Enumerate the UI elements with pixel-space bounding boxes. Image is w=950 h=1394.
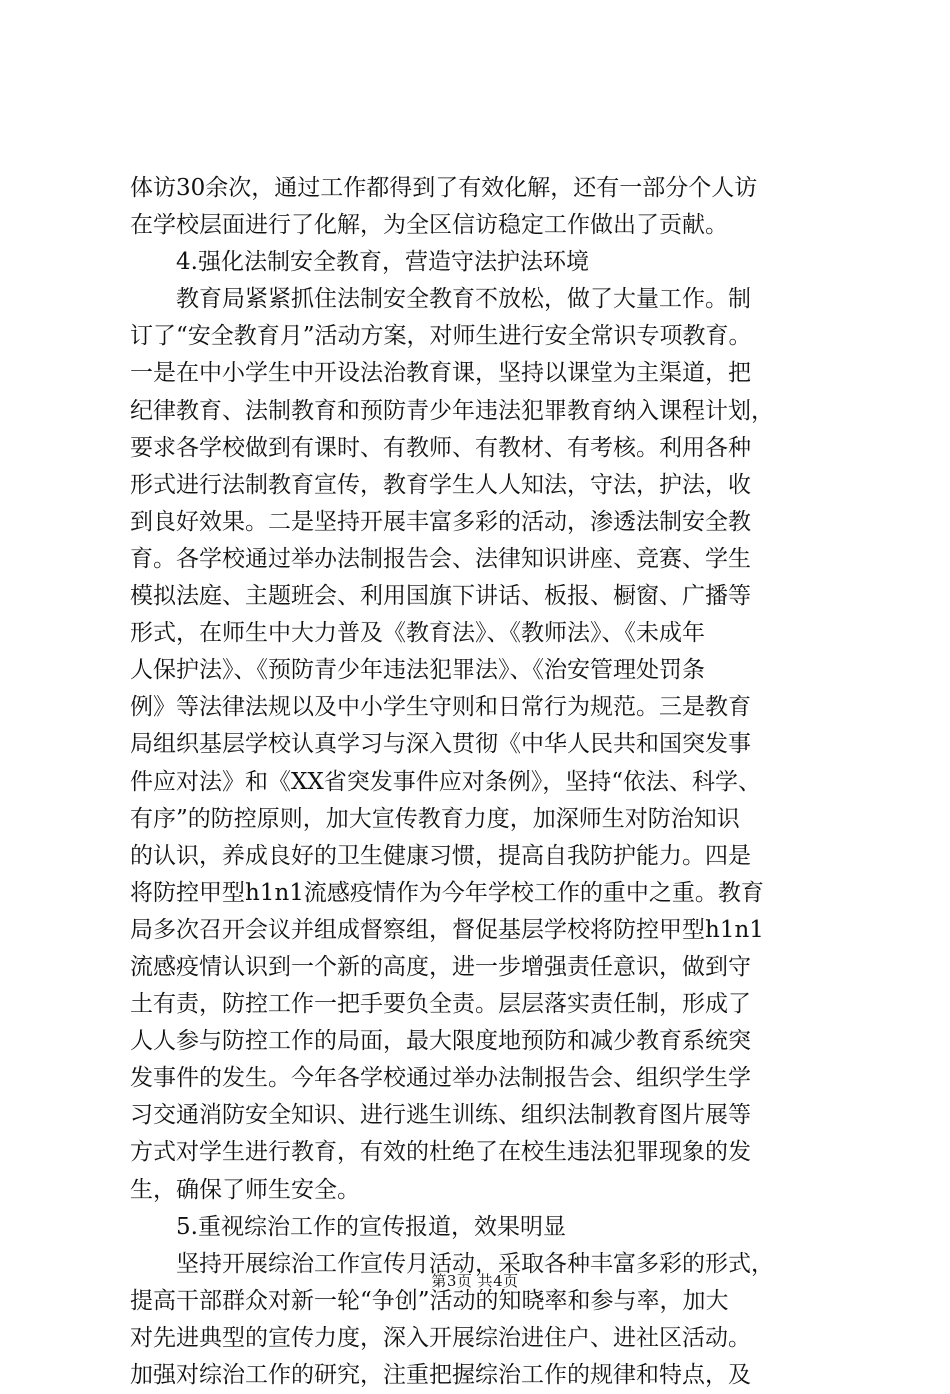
text-line: 方式对学生进行教育，有效的杜绝了在校生违法犯罪现象的发	[130, 1139, 751, 1166]
text-line: 将防控甲型h1n1流感疫情作为今年学校工作的重中之重。教育	[130, 879, 764, 906]
text-line: 人人参与防控工作的局面，最大限度地预防和减少教育系统突	[130, 1028, 751, 1055]
text-line: 局组织基层学校认真学习与深入贯彻《中华人民共和国突发事	[130, 731, 751, 758]
text-line: 模拟法庭、主题班会、利用国旗下讲话、板报、橱窗、广播等	[130, 583, 751, 610]
text-line: 4.强化法制安全教育，营造守法护法环境	[130, 249, 589, 276]
text-line: 流感疫情认识到一个新的高度，进一步增强责任意识，做到守	[130, 953, 751, 980]
text-line: 局多次召开会议并组成督察组，督促基层学校将防控甲型h1n1	[130, 916, 764, 943]
text-line: 形式进行法制教育宣传，教育学生人人知法，守法，护法，收	[130, 471, 751, 498]
text-line: 5.重视综治工作的宣传报道，效果明显	[130, 1213, 566, 1240]
text-line: 件应对法》和《XX省突发事件应对条例》，坚持“依法、科学、	[130, 768, 762, 795]
text-line: 发事件的发生。今年各学校通过举办法制报告会、组织学生学	[130, 1065, 751, 1092]
text-line: 要求各学校做到有课时、有教师、有教材、有考核。利用各种	[130, 434, 751, 461]
text-line: 例》等法律法规以及中小学生守则和日常行为规范。三是教育	[130, 694, 751, 721]
text-line: 加强对综治工作的研究，注重把握综治工作的规律和特点，及	[130, 1362, 751, 1388]
text-line: 纪律教育、法制教育和预防青少年违法犯罪教育纳入课程计划，	[130, 397, 774, 424]
text-line: 一是在中小学生中开设法治教育课，坚持以课堂为主渠道，把	[130, 360, 751, 387]
text-line: 到良好效果。二是坚持开展丰富多彩的活动，渗透法制安全教	[130, 508, 751, 535]
text-line: 体访30余次，通过工作都得到了有效化解，还有一部分个人访	[130, 175, 758, 201]
text-line: 生，确保了师生安全。	[130, 1176, 360, 1203]
text-line: 人保护法》、《预防青少年违法犯罪法》、《治安管理处罚条	[130, 657, 705, 684]
text-line: 提高干部群众对新一轮“争创”活动的知晓率和参与率，加大	[130, 1287, 729, 1314]
text-line: 土有责，防控工作一把手要负全责。层层落实责任制，形成了	[130, 991, 751, 1018]
text-line: 育。各学校通过举办法制报告会、法律知识讲座、竞赛、学生	[130, 545, 751, 572]
text-line: 形式，在师生中大力普及《教育法》、《教师法》、《未成年	[130, 620, 705, 647]
text-line: 坚持开展综治工作宣传月活动，采取各种丰富多彩的形式，	[130, 1250, 774, 1277]
text-line: 习交通消防安全知识、进行逃生训练、组织法制教育图片展等	[130, 1102, 751, 1129]
text-line: 教育局紧紧抓住法制安全教育不放松，做了大量工作。制	[130, 286, 751, 313]
text-line: 的认识，养成良好的卫生健康习惯，提高自我防护能力。四是	[130, 842, 751, 869]
text-line: 订了“安全教育月”活动方案，对师生进行安全常识专项教育。	[130, 323, 752, 350]
text-line: 有序”的防控原则，加大宣传教育力度，加深师生对防治知识	[130, 805, 740, 832]
page-footer: 第3页 共4页	[431, 1272, 519, 1290]
body-text	[130, 170, 830, 1394]
text-line: 在学校层面进行了化解，为全区信访稳定工作做出了贡献。	[130, 212, 728, 239]
text-line: 对先进典型的宣传力度，深入开展综治进住户、进社区活动。	[130, 1324, 751, 1351]
